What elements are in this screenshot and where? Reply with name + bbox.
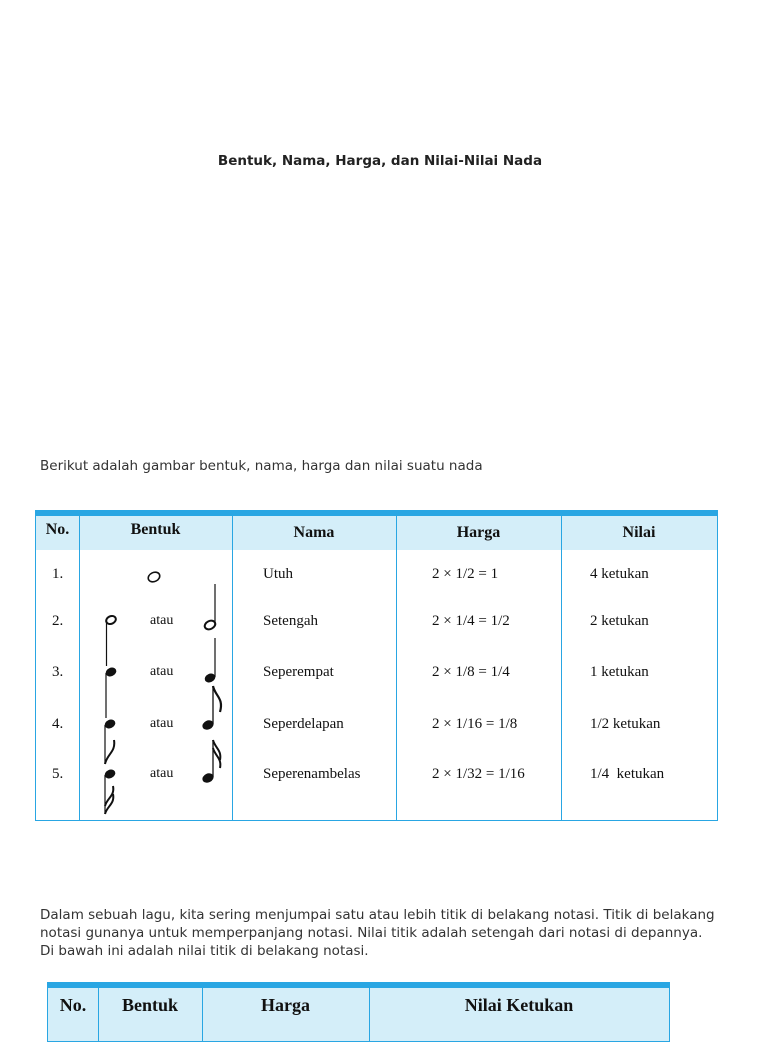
table-row xyxy=(36,562,717,586)
sixteenth-note-stem-down-icon xyxy=(102,766,120,818)
table-row xyxy=(36,609,717,633)
eighth-note-stem-up-icon xyxy=(200,682,224,734)
header-no: No. xyxy=(59,995,87,1015)
table-row xyxy=(36,660,717,684)
page-title: Bentuk, Nama, Harga, dan Nilai-Nilai Nada xyxy=(217,153,543,169)
note-harga: 2 × 1/16 = 1/8 xyxy=(432,716,518,732)
note-name: Seperdelapan xyxy=(263,716,344,732)
header-nilai-ketukan: Nilai Ketukan xyxy=(464,995,574,1015)
atau-label: atau xyxy=(150,716,174,731)
note-nilai: 1/2 ketukan xyxy=(590,716,661,732)
sixteenth-note-stem-up-icon xyxy=(200,738,224,786)
note-name: Seperenambelas xyxy=(263,766,361,782)
intro-text: Berikut adalah gambar bentuk, nama, harga dan nilai suatu nada xyxy=(40,458,483,474)
dotted-note-explanation xyxy=(40,906,720,960)
note-nilai: 1/4 ketukan xyxy=(590,766,665,782)
header-bentuk: Bentuk xyxy=(130,521,181,538)
atau-label: atau xyxy=(150,766,174,781)
eighth-note-stem-down-icon xyxy=(102,716,120,768)
note-harga: 2 × 1/4 = 1/2 xyxy=(432,613,510,629)
note-harga: 2 × 1/2 = 1 xyxy=(432,566,499,582)
row-number: 3. xyxy=(52,664,64,680)
atau-label: atau xyxy=(150,664,174,679)
note-name: Utuh xyxy=(263,566,293,582)
header-nilai: Nilai xyxy=(622,524,656,541)
quarter-note-stem-down-icon xyxy=(104,664,120,720)
half-note-stem-up-icon xyxy=(202,582,220,634)
header-nama: Nama xyxy=(293,524,335,541)
row-number: 4. xyxy=(52,716,64,732)
table-row xyxy=(36,762,717,786)
note-nilai: 2 ketukan xyxy=(590,613,649,629)
note-harga: 2 × 1/8 = 1/4 xyxy=(432,664,510,680)
paragraph-line: notasi gunanya untuk memperpanjang notasi. Nilai titik adalah setengah dari notasi di depannya. xyxy=(40,925,703,941)
atau-label: atau xyxy=(150,613,174,628)
note-name: Seperempat xyxy=(263,664,334,680)
note-nilai: 4 ketukan xyxy=(590,566,649,582)
whole-note-icon xyxy=(144,570,164,584)
header-no: No. xyxy=(45,521,70,538)
table-row xyxy=(36,712,717,736)
header-bentuk: Bentuk xyxy=(121,995,179,1015)
paragraph-line: Di bawah ini adalah nilai titik di belakang notasi. xyxy=(40,943,369,959)
row-number: 2. xyxy=(52,613,64,629)
header-harga: Harga xyxy=(261,995,310,1015)
note-nilai: 1 ketukan xyxy=(590,664,649,680)
note-name: Setengah xyxy=(263,613,318,629)
half-note-stem-down-icon xyxy=(104,612,120,668)
row-number: 5. xyxy=(52,766,64,782)
quarter-note-stem-up-icon xyxy=(202,636,220,686)
header-harga: Harga xyxy=(456,524,501,541)
dotted-note-table xyxy=(47,982,670,1042)
note-harga: 2 × 1/32 = 1/16 xyxy=(432,766,525,782)
row-number: 1. xyxy=(52,566,64,582)
paragraph-line: Dalam sebuah lagu, kita sering menjumpai satu atau lebih titik di belakang notasi. Titik di belakang xyxy=(40,907,715,923)
note-values-table xyxy=(35,510,718,821)
